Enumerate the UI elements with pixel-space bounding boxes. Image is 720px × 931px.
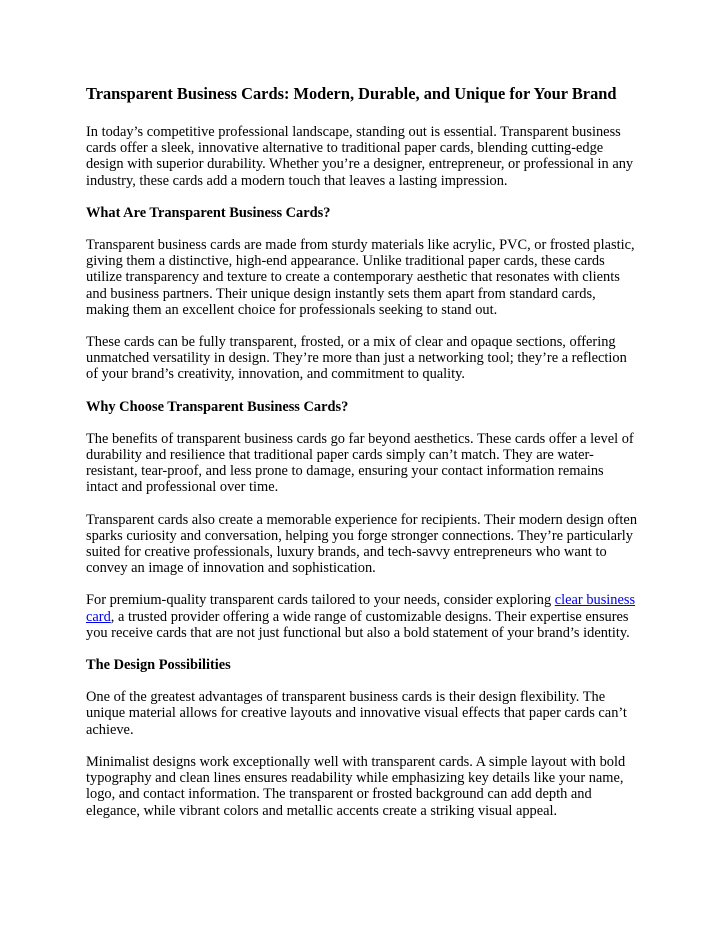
document-body [86, 84, 638, 835]
link-paragraph-text-before: For premium-quality transparent cards tailored to your needs, consider exploring [86, 592, 555, 609]
link-paragraph-text-after: , a trusted provider offering a wide range of customizable designs. Their expertise ensures you receive cards that are not just functional but also a bold statement of your brand’s identity. [86, 608, 630, 641]
page-title: Transparent Business Cards: Modern, Durable, and Unique for Your Brand [86, 84, 617, 103]
section-heading-design: The Design Possibilities [86, 657, 231, 674]
paragraph: These cards can be fully transparent, frosted, or a mix of clear and opaque sections, offering unmatched versatility in design. They’re more than just a networking tool; they’re a reflection of your brand’s creativity, innovation, and commitment to quality. [86, 334, 627, 383]
section-heading-what: What Are Transparent Business Cards? [86, 204, 331, 221]
clear-business-card-link[interactable]: clear business card [86, 592, 636, 625]
section-heading-why: Why Choose Transparent Business Cards? [86, 398, 349, 415]
paragraph: The benefits of transparent business cards go far beyond aesthetics. These cards offer a level of durability and resilience that traditional paper cards simply can’t match. They are water-resistant, tear-proof, and less prone to damage, ensuring your contact information remains intact and professional over time. [86, 430, 634, 496]
paragraph: Minimalist designs work exceptionally well with transparent cards. A simple layout with bold typography and clean lines ensures readability while emphasizing key details like your name, logo, and contact information. The transparent or frosted background can add depth and elegance, while vibrant colors and metallic accents create a striking visual appeal. [86, 753, 626, 819]
paragraph: One of the greatest advantages of transparent business cards is their design flexibility. The unique material allows for creative layouts and innovative visual effects that paper cards can’t achieve. [86, 689, 627, 738]
intro-paragraph: In today’s competitive professional landscape, standing out is essential. Transparent business cards offer a sleek, innovative alternative to traditional paper cards, blending cutting-edge design with superior durability. Whether you’re a designer, entrepreneur, or professional in any industry, these cards add a modern touch that leaves a lasting impression. [86, 124, 634, 189]
paragraph: Transparent business cards are made from sturdy materials like acrylic, PVC, or frosted plastic, giving them a distinctive, high-end appearance. Unlike traditional paper cards, these cards utilize transparency and texture to create a contemporary aesthetic that resonates with clients and business partners. Their unique design instantly sets them apart from standard cards, making them an excellent choice for professionals seeking to stand out. [86, 237, 635, 318]
link-paragraph [86, 592, 638, 641]
paragraph: Transparent cards also create a memorable experience for recipients. Their modern design often sparks curiosity and conversation, helping you forge stronger connections. They’re particularly suited for creative professionals, luxury brands, and tech-savvy entrepreneurs who want to convey an image of innovation and sophistication. [86, 511, 638, 577]
